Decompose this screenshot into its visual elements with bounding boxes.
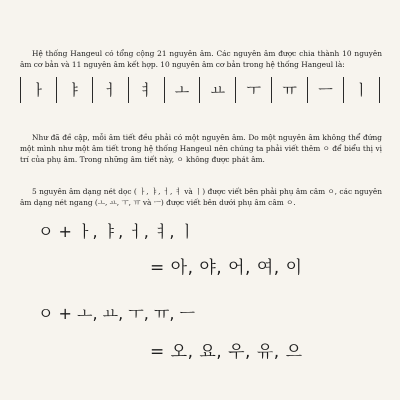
vowel-divider xyxy=(235,77,236,103)
vowel-eu: ㅡ xyxy=(318,80,333,99)
vowel-divider xyxy=(271,77,272,103)
vertical-vowels-result: = 아, 야, 어, 여, 이 xyxy=(150,258,303,278)
vowel-divider xyxy=(128,77,129,103)
basic-vowels-strip xyxy=(20,72,380,108)
vowel-divider xyxy=(307,77,308,103)
vertical-vowels-equation: ㅇ + ㅏ, ㅑ, ㅓ, ㅕ, ㅣ xyxy=(38,222,196,241)
vowel-i: ㅣ xyxy=(354,80,369,99)
vowel-divider xyxy=(199,77,200,103)
vowel-divider xyxy=(343,77,344,103)
intro-paragraph: Hệ thống Hangeul có tổng cộng 21 nguyên âm. Các nguyên âm được chia thành 10 nguyên âm cơ bản và 11 nguyên âm kết hợp. 10 nguyên âm cơ bản trong hệ thống Hangeul là: xyxy=(20,49,382,69)
vowel-divider xyxy=(56,77,57,103)
vowel-yeo: ㅕ xyxy=(138,80,154,99)
horizontal-vowels-equation: ㅇ + ㅗ, ㅛ, ㅜ, ㅠ, ㅡ xyxy=(38,304,196,323)
vowel-yu: ㅠ xyxy=(282,80,297,99)
vowel-eo: ㅓ xyxy=(102,80,118,99)
vowel-a: ㅏ xyxy=(31,80,46,99)
vowel-u: ㅜ xyxy=(246,80,261,99)
vowel-divider xyxy=(92,77,93,103)
vowel-o: ㅗ xyxy=(174,80,190,99)
explanation-paragraph: Như đã đề cập, mỗi âm tiết đều phải có một nguyên âm. Do một nguyên âm không thể đứng một mình như một âm tiết trong hệ thống Hangeul nên chúng ta phải viết thêm ㅇ để biểu thị vị trí của phụ âm. Trong những âm tiết này, ㅇ không được phát âm. xyxy=(20,133,382,164)
vowel-yo: ㅛ xyxy=(210,80,226,99)
horizontal-vowels-result: = 오, 요, 우, 유, 으 xyxy=(150,342,303,362)
vowel-divider xyxy=(164,77,165,103)
vowel-divider xyxy=(379,77,380,103)
vowel-ya: ㅑ xyxy=(67,80,82,99)
vowel-divider xyxy=(20,77,21,103)
rule-paragraph: 5 nguyên âm dạng nét dọc ( ㅏ, ㅑ, ㅓ, ㅕ và ㅣ) được viết bên phải phụ âm câm ㅇ, các nguyên âm dạng nét ngang (ㅗ, ㅛ, ㅜ, ㅠ và ㅡ) được viết bên dưới phụ âm câm ㅇ. xyxy=(20,187,382,207)
